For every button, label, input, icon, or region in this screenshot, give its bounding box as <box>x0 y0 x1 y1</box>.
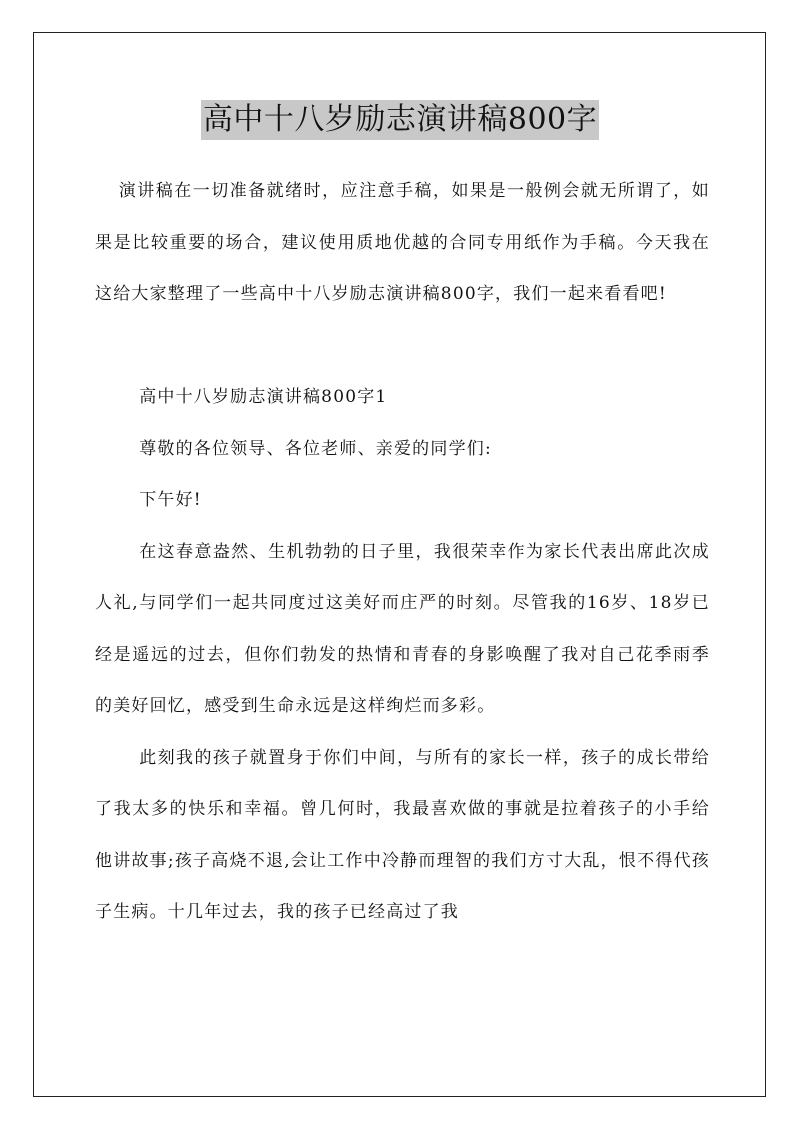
section-gap <box>95 321 710 373</box>
section-heading: 高中十八岁励志演讲稿800字1 <box>139 387 388 407</box>
title-container <box>0 100 800 140</box>
salutation-line: 尊敬的各位领导、各位老师、亲爱的同学们: <box>139 438 492 459</box>
intro-paragraph: 演讲稿在一切准备就绪时，应注意手稿，如果是一般例会就无所谓了，如果是比较重要的场合，建议使用质地优越的合同专用纸作为手稿。今天我在这给大家整理了一些高中十八岁励志演讲稿800字，我们一起来看看吧! <box>95 181 710 304</box>
document-body <box>95 166 710 939</box>
body-paragraph-1: 在这春意盎然、生机勃勃的日子里，我很荣幸作为家长代表出席此次成人礼,与同学们一起共同度过这美好而庄严的时刻。尽管我的16岁、18岁已经是遥远的过去，但你们勃发的热情和青春的身影唤醒了我对自己花季雨季的美好回忆，感受到生命永远是这样绚烂而多彩。 <box>95 541 710 716</box>
document-title: 高中十八岁励志演讲稿800字 <box>201 100 599 140</box>
greeting-line: 下午好! <box>139 490 202 510</box>
body-paragraph-2: 此刻我的孩子就置身于你们中间，与所有的家长一样，孩子的成长带给了我太多的快乐和幸福。曾几何时，我最喜欢做的事就是拉着孩子的小手给他讲故事;孩子高烧不退,会让工作中冷静而理智的我们方寸大乱，恨不得代孩子生病。十几年过去，我的孩子已经高过了我 <box>95 747 710 922</box>
